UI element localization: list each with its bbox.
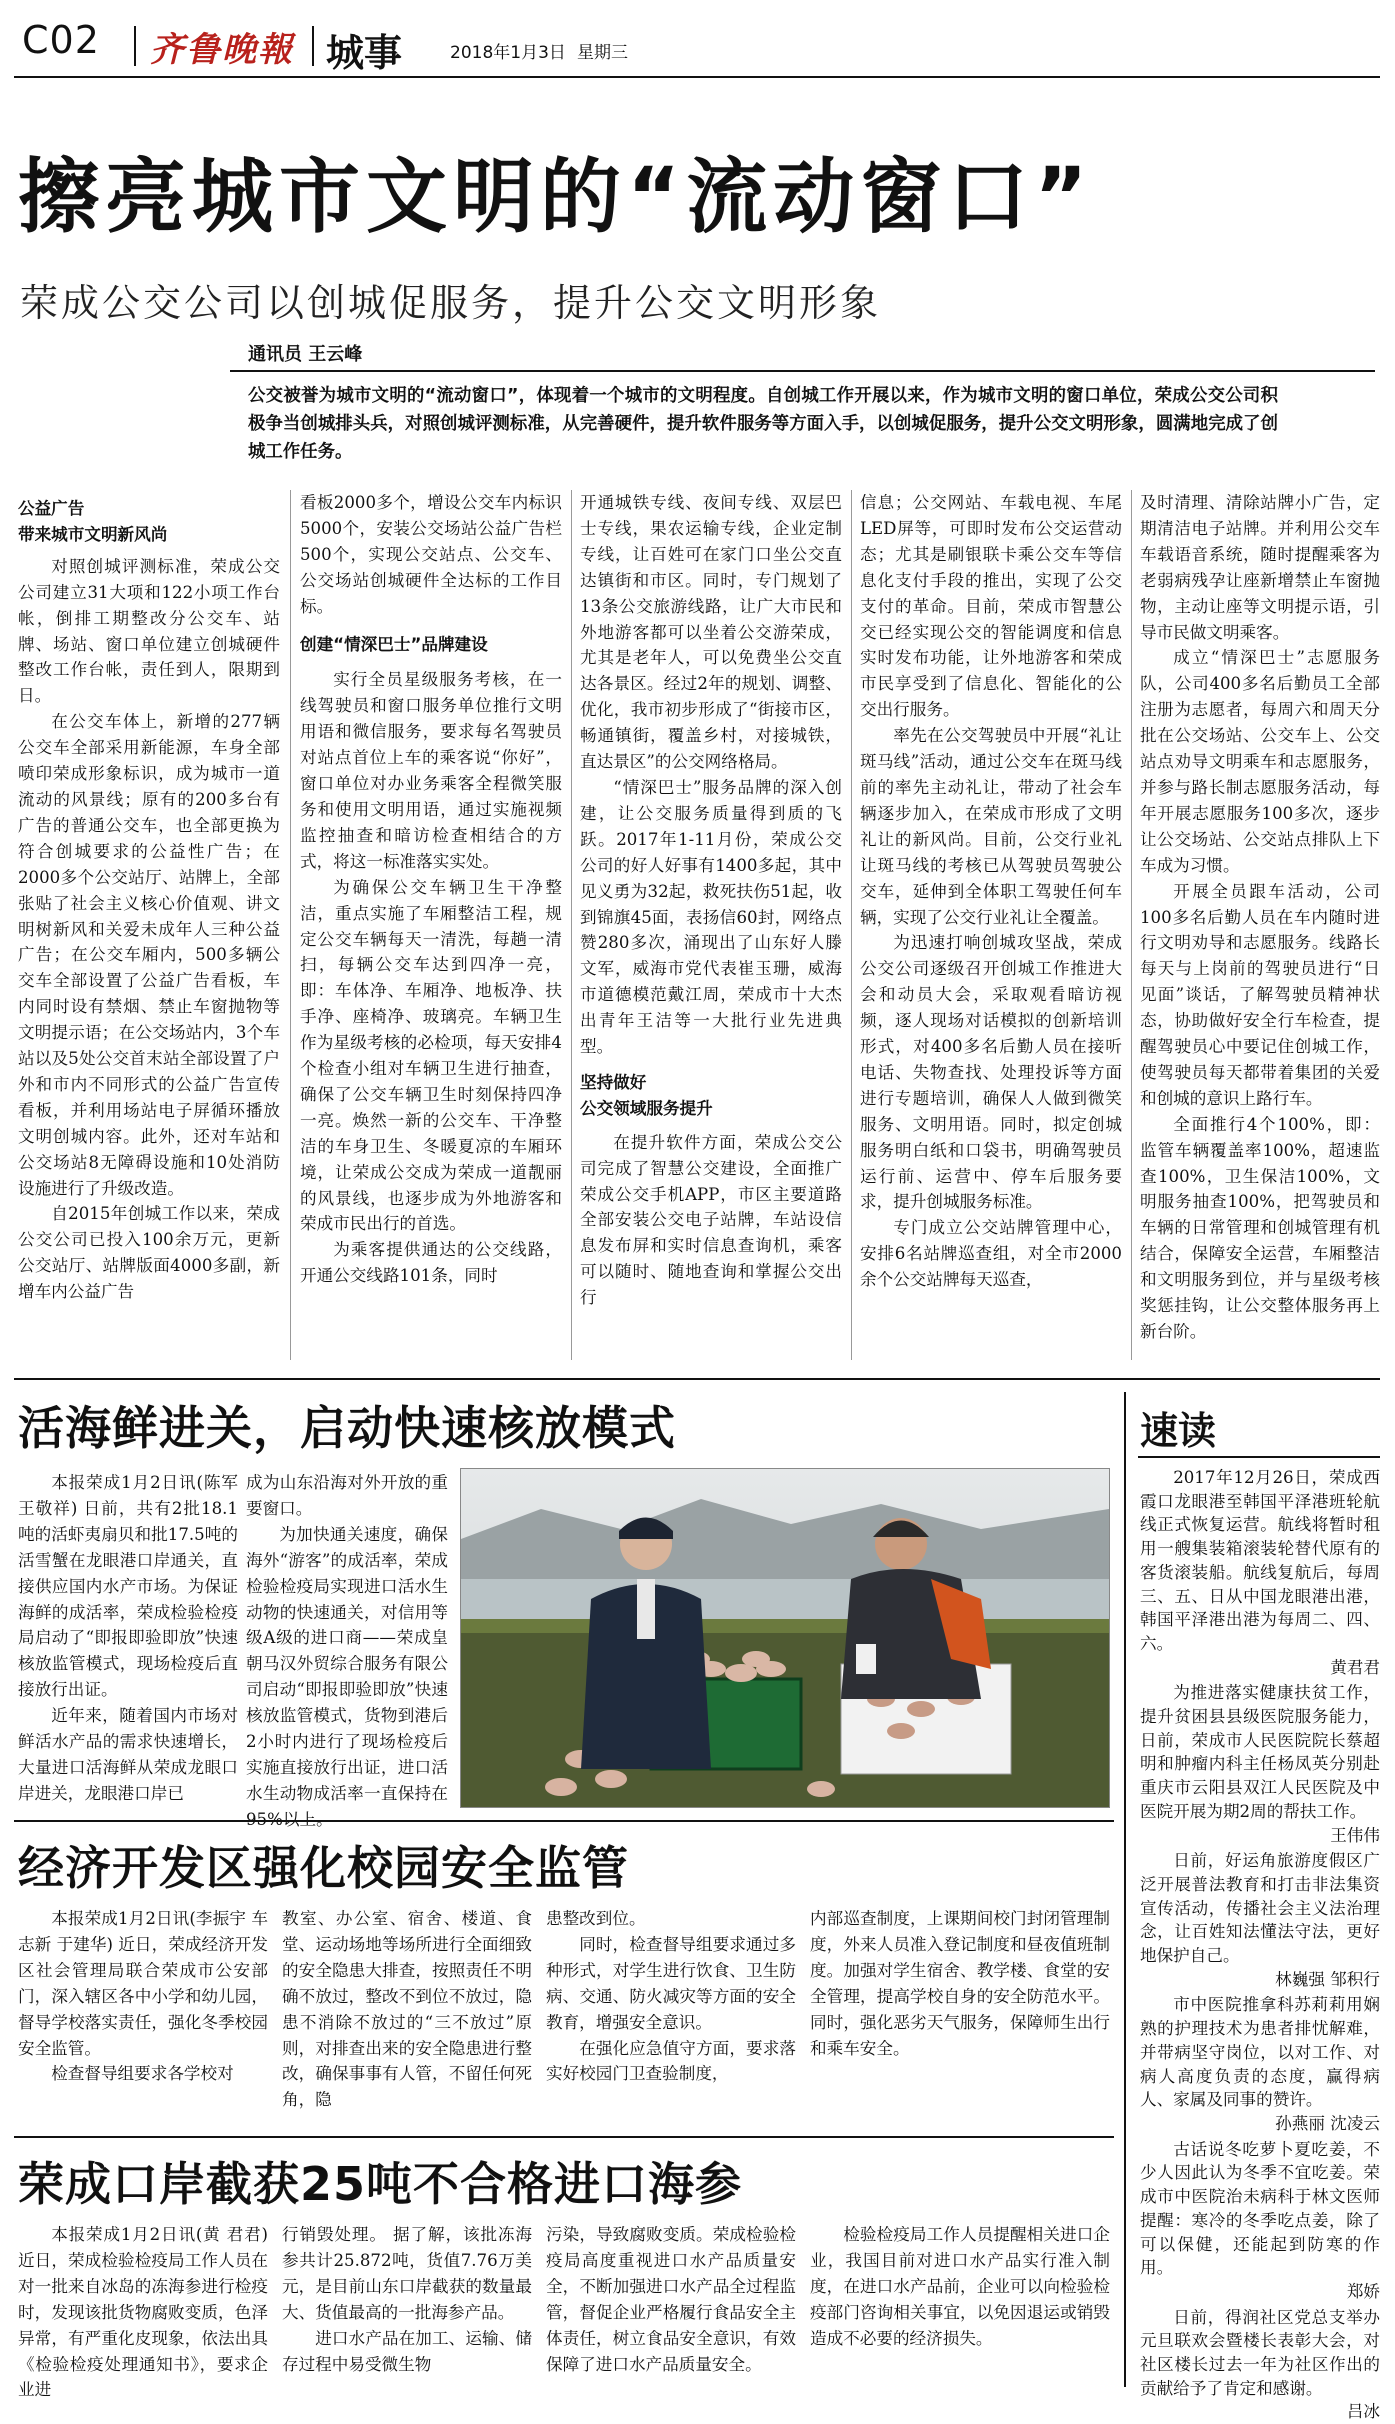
school-c3-p2: 同时，检查督导组要求通过多种形式，对学生进行饮食、卫生防病、交通、防火减灾等方面的安全教育，增强安全意识。: [546, 1934, 796, 2032]
seacucumber-column-3: [546, 2222, 796, 2388]
issue-date: 2018年1月3日: [450, 43, 566, 63]
school-c3-p1: 患整改到位。: [546, 1909, 646, 1928]
col-divider: [571, 490, 572, 1360]
seafood-c2-p2: 为加快通关速度，确保海外“游客”的成活率，荣成检验检疫局实现进口活水生动物的快速通关，对信用等级A级的进口商——荣成皇朝马汉外贸综合服务有限公司启动“即报即验即放”快速核放监管模式，货物到港后2小时内进行了现场检疫后实施直接放行出证，进口活水生动物成活率一直保持在: [246, 1524, 448, 1803]
briefs-title: 速读: [1140, 1409, 1217, 1453]
byline-rule: [230, 370, 1375, 372]
school-c3-p3: 在强化应急值守方面，要求落实好校园门卫查验制度，: [546, 2038, 796, 2084]
lead-c5-p1: 及时清理、清除站牌小广告，定期清洁电子站牌。并利用公交车车载语音系统，随时提醒乘客为老弱病残孕让座新增禁止车窗抛物，主动让座等文明提示语，引导市民做文明乘客。: [1140, 493, 1380, 642]
lead-heading-service: 坚持做好: [580, 1072, 647, 1092]
brief-byline: 王伟伟: [1330, 1825, 1380, 1845]
brief-byline: 黄君君: [1330, 1657, 1380, 1677]
brief-item: [1140, 2306, 1380, 2424]
lead-c5-p2: 成立“情深巴士”志愿服务队，公司400多名后勤员工全部注册为志愿者，每周六和周天分批在公交场站、公交车上、公交站点劝导文明乘车和志愿服务，并参与路长制志愿服务活动，每年开展志愿服务100多次，逐步让公交场站、公交站点排队上下车成为习惯。: [1140, 648, 1380, 875]
brief-byline: 孙燕丽 沈凌云: [1275, 2113, 1380, 2133]
brief-item: [1140, 1466, 1380, 1679]
issue-weekday: 星期三: [577, 43, 628, 63]
seafood-column-2: [246, 1470, 448, 1803]
lead-c5-p3: 开展全员跟车活动，公司100多名后勤人员在车内随时进行文明劝导和志愿服务。线路长每天与上岗前的驾驶员进行“日见面”谈话，了解驾驶员精神状态，协助做好安全行车检查，提醒驾驶员心中要记住创城工作，使驾驶员每天都带着集团的关爱和创城的意识上路行车。: [1140, 881, 1380, 1108]
lead-c1-p1: 对照创城评测标准，荣成公交公司建立31大项和122小项工作台帐，倒排工期整改分公交车、站牌、场站、窗口单位建立创城硬件整改工作台帐，责任到人，限期到日。: [18, 556, 280, 706]
brief-item: [1140, 1849, 1380, 1991]
school-column-2: [282, 1906, 532, 2126]
school-c1-p2: 检查督导组要求各学校对: [51, 2064, 234, 2084]
seafood-c1-p1: 本报荣成1月2日讯(陈军 王敬祥) 日前，共有2批18.1吨的活虾夷扇贝和批17.5吨的活雪蟹在龙眼港口岸通关，直接供应国内水产市场。为保证海鲜的成活率，荣成检验检疫局启动了“即报即验即放”快速核放监管模式，现场检疫后直接放行出证。: [18, 1473, 238, 1700]
briefs-list: [1140, 1466, 1380, 2422]
lead-c3-p3: 在提升软件方面，荣成公交公司完成了智慧公交建设，全面推广荣成公交手机APP，市区主要道路全部安装公交电子站牌，车站设信息发布屏和实时信息查询机，乘客可以随时、随地查询和掌握公交出行: [580, 1132, 842, 1308]
seafood-bottom-rule: [14, 1820, 1114, 1822]
seacucumber-c2-p1: 行销毁处理。 据了解，该批冻海参共计25.872吨，货值7.76万美元，是目前山东口岸截获的数量最大、货值最高的一批海参产品。: [282, 2225, 532, 2322]
header-divider-2: [312, 26, 314, 66]
seacucumber-c3-p1: 污染，导致腐败变质。荣成检验检疫局高度重视进口水产品质量安全，不断加强进口水产品全过程监管，督促企业严格履行食品安全主体责任，树立食品安全意识，有效保障了进口水产品质量安全。: [546, 2225, 796, 2374]
school-c2-p1: 教室、办公室、宿舍、楼道、食堂、运动场地等场所进行全面细致的安全隐患大排查，按照责任不明确不放过，整改不到位不放过，隐患不消除不放过的“三不放过”原则，对排查出来的安全隐患进行整改，确保事事有人管，不留任何死角，隐: [282, 1909, 532, 2110]
seacucumber-c4-p1: 检验检疫局工作人员提醒相关进口企业，我国目前对进口水产品实行准入制度，在进口水产品前，企业可以向检验检疫部门咨询相关事宜，以免因退运或销毁造成不必要的经济损失。: [810, 2225, 1110, 2348]
seafood-title: 活海鲜进关，启动快速核放模式: [18, 1401, 676, 1455]
brief-text: 日前，得润社区党总支举办元旦联欢会暨楼长表彰大会，对社区楼长过去一年为社区作出的贡献给予了肯定和感谢。: [1140, 2307, 1380, 2398]
seafood-column-1: [18, 1470, 238, 1803]
seafood-c2-p1: 成为山东沿海对外开放的重要窗口。: [246, 1473, 448, 1518]
school-c1-p1: 本报荣成1月2日讯(李振宇 车志新 于建华) 近日，荣成经济开发区社会管理局联合荣成市公安部门，深入辖区各中小学和幼儿园，督导学校落实责任，强化冬季校园安全监管。: [18, 1909, 268, 2058]
lead-c2-p3: 为确保公交车辆卫生干净整洁，重点实施了车厢整洁工程，规定公交车辆每天一清洗，每趟一清扫，每辆公交车达到四净一亮，即：车体净、车厢净、地板净、扶手净、座椅净、玻璃亮。车辆卫生作为星级考核的必检项，每天安排4个检查小组对车辆卫生进行抽查，确保了公交车辆卫生时刻保持四净一亮。焕然一新的公交车、干净整洁的车身卫生、冬暖夏凉的车厢环境，让荣成公交成为荣成一道靓丽的风景线，也逐步成为外地游客和荣成市民出行的首选。: [300, 877, 562, 1234]
lead-heading-service-2: 公交领域服务提升: [580, 1098, 713, 1118]
lead-c3-p1: 开通城铁专线、夜间专线、双层巴士专线，果农运输专线，企业定制专线，让百姓可在家门口坐公交直达镇街和市区。同时，专门规划了13条公交旅游线路，让广大市民和外地游客都可以坐着公交游荣成，尤其是老年人，可以免费坐公交直达各景区。经过2年的规划、调整、优化，我市初步形成了“街接市区，畅通镇街，覆盖乡村，对接城铁，直达景区”的公交网络格局。: [580, 493, 842, 772]
school-c4-p1: 内部巡查制度，上课期间校门封闭管理制度，外来人员准入登记制度和昼夜值班制度。加强对学生宿舍、教学楼、食堂的安全管理，提高学校自身的安全防范水平。同时，强化恶劣天气服务，保障师生出行和乘车安全。: [810, 1909, 1110, 2058]
lead-column-5: [1140, 490, 1380, 1368]
lead-column-1: [18, 488, 280, 1368]
brief-text: 日前，好运角旅游度假区广泛开展普法教育和打击非法集资宣传活动，传播社会主义法治理念，让百姓知法懂法守法，更好地保护自己。: [1140, 1851, 1380, 1966]
seacucumber-column-1: [18, 2222, 268, 2400]
lead-c4-p2: 率先在公交驾驶员中开展“礼让斑马线”活动，通过公交车在斑马线前的率先主动礼让，带动了社会车辆逐步加入，在荣成市形成了文明礼让的新风尚。目前，公交行业礼让斑马线的考核已从驾驶员驾驶公交车，延伸到全体职工驾驶任何车辆，实现了公交行业礼让全覆盖。: [860, 726, 1122, 927]
lead-summary: 公交被誉为城市文明的“流动窗口”，体现着一个城市的文明程度。自创城工作开展以来，作为城市文明的窗口单位，荣成公交公司积极争当创城排头兵，对照创城评测标准，从完善硬件，提升软件服务等方面入手，以创城促服务，提升公交文明形象，圆满地完成了创城工作任务。: [248, 386, 1278, 462]
newspaper-logo: 齐鲁晚報: [150, 30, 294, 70]
seacucumber-c1-p1: 本报荣成1月2日讯(黄 君君) 近日，荣成检验检疫局工作人员在对一批来自冰岛的冻海参进行检疫时，发现该批货物腐败变质，色泽异常，有严重化皮现象，依法出具《检验检疫处理通知书》，要求企业进: [18, 2225, 268, 2400]
seafood-c1-p2: 近年来，随着国内市场对鲜活水产品的需求快速增长，大量进口活海鲜从荣成龙眼口岸进关，龙眼港口岸已: [18, 1706, 238, 1803]
brief-text: 市中医院推拿科苏莉莉用娴熟的护理技术为患者排忧解难，并带病坚守岗位，以对工作、对病人高度负责的态度，赢得病人、家属及同事的赞许。: [1140, 1995, 1380, 2110]
brief-item: [1140, 2138, 1380, 2304]
briefs-title-rule: [1138, 1456, 1380, 1458]
lead-heading-ads-2: 带来城市文明新风尚: [18, 524, 168, 544]
seacucumber-c2-p2: 进口水产品在加工、运输、储存过程中易受微生物: [282, 2328, 532, 2374]
col-divider: [1131, 490, 1132, 1360]
lead-title: 擦亮城市文明的“流动窗口”: [18, 151, 1094, 245]
page-number: C02: [22, 18, 100, 62]
brief-byline: 林巍强 邹积行: [1275, 1969, 1380, 1989]
school-column-3: [546, 1906, 796, 2126]
header-rule: [14, 76, 1380, 78]
section-name: 城事: [326, 31, 403, 75]
lead-c2-p2: 实行全员星级服务考核，在一线驾驶员和窗口服务单位推行文明用语和微信服务，要求每名驾驶员对站点首位上车的乘客说“你好”，窗口单位对办业务乘客全程微笑服务和使用文明用语，通过实施视频监控抽查和暗访检查相结合的方式，将这一标准落实实处。: [300, 670, 562, 871]
brief-text: 古话说冬吃萝卜夏吃姜，不少人因此认为冬季不宜吃姜。荣成市中医院治未病科于林文医师提醒：寒冷的冬季吃点姜，除了可以保健，还能起到防寒的作用。: [1140, 2139, 1380, 2278]
photo-inspection-scallops-icon: [461, 1469, 1109, 1807]
lead-byline: 通讯员 王云峰: [248, 344, 363, 365]
seacucumber-column-2: [282, 2222, 532, 2388]
lead-c2-p1: 看板2000多个，增设公交车内标识5000个，安装公交场站公益广告栏500个，实现公交站点、公交车、公交场站创城硬件全达标的工作目标。: [300, 493, 562, 616]
seacucumber-title: 荣成口岸截获25吨不合格进口海参: [18, 2157, 743, 2211]
lead-heading-brand: 创建“情深巴士”品牌建设: [300, 634, 488, 654]
school-bottom-rule: [14, 2136, 1114, 2138]
lead-c4-p1: 信息；公交网站、车载电视、车尾LED屏等，可即时发布公交运营动态；尤其是刷银联卡乘公交车等信息化支付手段的推出，实现了公交支付的革命。目前，荣成市智慧公交已经实现公交的智能调度和信息实时发布功能，让外地游客和荣成市民享受到了信息化、智能化的公交出行服务。: [860, 493, 1122, 720]
seacucumber-column-4: [810, 2222, 1110, 2388]
brief-item: [1140, 1681, 1380, 1847]
lead-bottom-rule: [14, 1378, 1380, 1380]
col-divider: [290, 490, 291, 1360]
header-divider-1: [134, 26, 136, 66]
lead-c5-p4: 全面推行4个100%，即：监管车辆覆盖率100%，超速监查100%，卫生保洁100%，文明服务抽查100%，把驾驶员和车辆的日常管理和创城管理有机结合，保障安全运营，车厢整洁和文明服务到位，并与星级考核奖惩挂钩，让公交整体服务再上新台阶。: [1140, 1114, 1380, 1341]
brief-byline: 郑娇: [1346, 2281, 1380, 2301]
inspection-photo: [460, 1468, 1110, 1808]
lead-c2-p4: 为乘客提供通达的公交线路，开通公交线路101条，同时: [300, 1240, 562, 1286]
briefs-divider: [1124, 1392, 1126, 2387]
lead-heading-ads: 公益广告: [18, 499, 85, 518]
brief-item: [1140, 1993, 1380, 2135]
lead-column-3: [580, 490, 842, 1368]
lead-subtitle: 荣成公交公司以创城促服务，提升公交文明形象: [20, 281, 882, 325]
school-title: 经济开发区强化校园安全监管: [18, 1841, 629, 1895]
lead-c3-p2: “情深巴士”服务品牌的深入创建，让公交服务质量得到质的飞跃。2017年1-11月份，荣成公交公司的好人好事有1400多起，其中见义勇为32起，救死扶伤51起，收到锦旗45面，表扬信60封，网络点赞280多次，涌现出了山东好人滕文军，威海市党代表崔玉珊，威海市道德模范戴江周，荣成市十大杰出青年王洁等一大批行业先进典型。: [580, 777, 842, 1057]
school-column-1: [18, 1906, 268, 2126]
lead-c4-p4: 专门成立公交站牌管理中心，安排6名站牌巡查组，对全市2000余个公交站牌每天巡查，: [860, 1218, 1122, 1290]
brief-text: 2017年12月26日，荣成西霞口龙眼港至韩国平泽港班轮航线正式恢复运营。航线将暂时租用一艘集装箱滚装轮替代原有的客货滚装船。航线复航后，每周三、五、日从中国龙眼港出港，韩国平泽港出港为每周二、四、六。: [1140, 1468, 1380, 1653]
brief-byline: 吕冰: [1346, 2402, 1380, 2422]
col-divider: [851, 490, 852, 1360]
brief-text: 为推进落实健康扶贫工作，提升贫困县县级医院服务能力，日前，荣成市人民医院院长蔡超明和肿瘤内科主任杨凤英分别赴重庆市云阳县双江人民医院及中医院开展为期2周的帮扶工作。: [1140, 1683, 1380, 1821]
lead-c1-p2: 在公交车体上，新增的277辆公交车全部采用新能源，车身全部喷印荣成形象标识，成为城市一道流动的风景线；原有的200多台有广告的普通公交车，也全部更换为符合创城要求的公益性广告；在2000多个公交站厅、站牌上，全部张贴了社会主义核心价值观、讲文明树新风和关爱未成年人三种公益广告；在公交车厢内，500多辆公交车全部设置了公益广告看板，车内同时设有禁烟、禁止车窗抛物等文明提示语；在公交场站内，3个车站以及5处公交首末站全部设置了户外和市内不同形式的公益广告宣传看板，并利用场站电子屏循环播放文明创城内容。此外，还对车站和公交场站8无障碍设施和10处消防设施进行了升级改造。: [18, 712, 280, 1198]
lead-column-4: [860, 490, 1122, 1368]
lead-c1-p3: 自2015年创城工作以来，荣成公交公司已投入100余万元，更新公交站厅、站牌版面4000多副，新增车内公益广告: [18, 1204, 280, 1302]
school-column-4: [810, 1906, 1110, 2126]
lead-column-2: [300, 490, 562, 1368]
lead-c4-p3: 为迅速打响创城攻坚战，荣成公交公司逐级召开创城工作推进大会和动员大会，采取观看暗访视频，逐人现场对话模拟的创新培训形式，对400多名后勤人员在接听电话、失物查找、处理投诉等方面进行专题培训，确保人人做到微笑服务、文明用语。同时，拟定创城服务明白纸和口袋书，明确驾驶员运行前、运营中、停车后服务要求，提升创城服务标准。: [860, 933, 1122, 1212]
